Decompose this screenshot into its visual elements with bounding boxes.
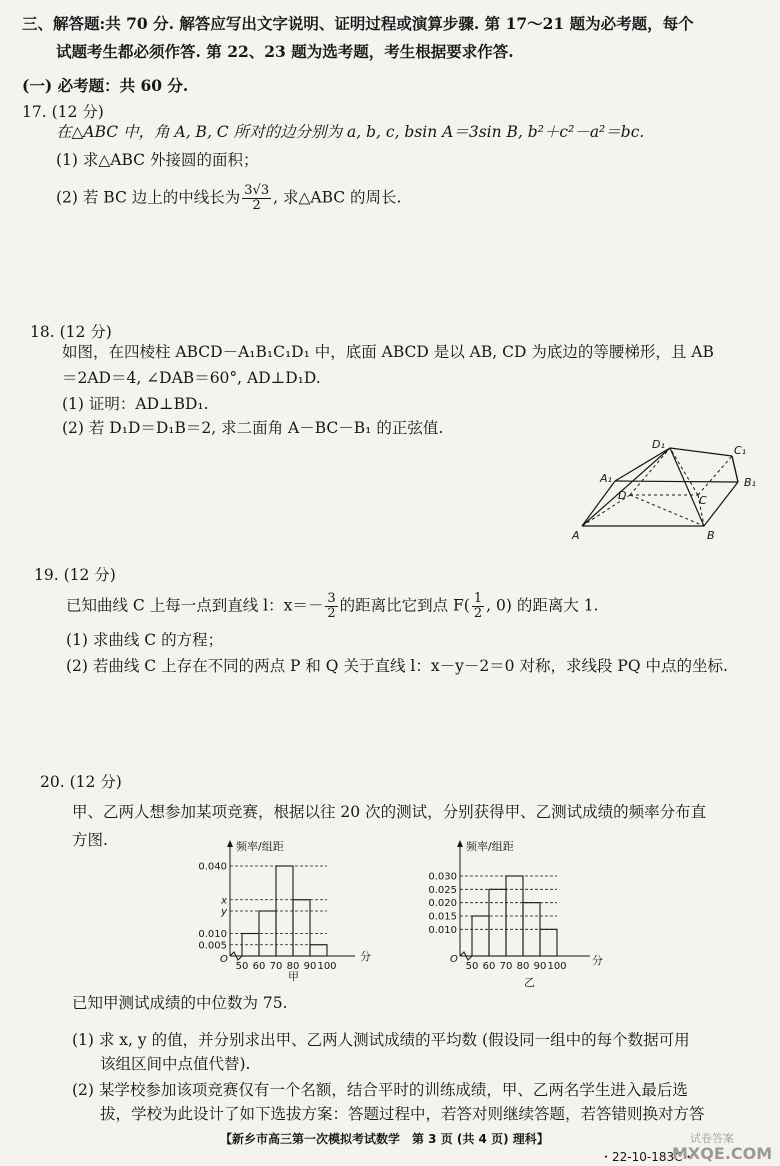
- chart-caption: 乙: [524, 976, 535, 988]
- label-B: B: [707, 529, 715, 542]
- label-C1: C₁: [734, 444, 747, 457]
- label-B1: B₁: [744, 476, 756, 489]
- watermark-subtext: 试卷答案: [690, 1132, 734, 1145]
- page-code: ・22-10-183C・: [600, 1150, 695, 1164]
- q19-fraction-1: [325, 592, 337, 621]
- x-tick-label: 70: [499, 961, 513, 972]
- y-tick-label: x: [221, 895, 227, 907]
- y-tick-label: y: [221, 906, 227, 918]
- origin-label: O: [220, 954, 228, 965]
- section-title-line1: 三、解答题:共 70 分. 解答应写出文字说明、证明过程或演算步骤. 第 17～21 题为必考题，每个: [22, 14, 694, 33]
- x-tick-label: 80: [286, 961, 300, 972]
- histogram-bar: [489, 889, 506, 956]
- y-axis-arrow: [457, 840, 463, 847]
- histogram-jia: [190, 838, 380, 983]
- histogram-yi: [420, 838, 610, 988]
- chart-caption: 甲: [288, 970, 299, 983]
- q19-fraction-2: [472, 592, 484, 621]
- q19-heading: 19. (12 分): [34, 566, 116, 584]
- x-tick-label: 60: [252, 961, 266, 972]
- y-axis-arrow: [227, 840, 233, 847]
- q19-fraction-1-num: 3: [327, 591, 336, 606]
- section-subtitle: (一) 必考题：共 60 分.: [22, 76, 189, 95]
- y-tick-label: 0.020: [428, 898, 457, 910]
- q17-stem: 在△ABC 中，角 A, B, C 所对的边分别为 a, b, c, bsin A＝3sin B, b²＋c²－a²＝bc.: [56, 123, 645, 141]
- histogram-bar: [540, 929, 557, 956]
- q19-part1: (1) 求曲线 C 的方程；: [66, 631, 224, 649]
- y-tick-label: 0.010: [428, 924, 457, 936]
- y-axis-label: 频率/组距: [466, 840, 514, 853]
- page-footer: 【新乡市高三第一次模拟考试数学 第 3 页 (共 4 页) 理科】: [220, 1132, 549, 1146]
- q17-fraction: [242, 184, 271, 213]
- y-axis-label: 频率/组距: [236, 840, 284, 853]
- label-C: C: [699, 494, 707, 507]
- watermark-logo: MXQE.COM: [672, 1144, 773, 1163]
- x-tick-label: 50: [235, 961, 249, 972]
- x-tick-label: 70: [269, 961, 283, 972]
- q20-stem-line1: 甲、乙两人想参加某项竞赛，根据以往 20 次的测试，分别获得甲、乙测试成绩的频率分布直: [72, 803, 707, 821]
- q19-part2: (2) 若曲线 C 上存在不同的两点 P 和 Q 关于直线 l：x－y－2＝0 对称，求线段 PQ 中点的坐标.: [66, 657, 728, 675]
- q18-stem-line2: ＝2AD＝4, ∠DAB＝60°, AD⊥D₁D.: [62, 369, 321, 387]
- label-A1: A₁: [600, 472, 612, 485]
- q19-stem: [66, 592, 599, 621]
- q20-part1-line2: 该组区间中点值代替).: [100, 1055, 251, 1073]
- q17-fraction-denominator: 2: [252, 198, 261, 213]
- q17-part2: [56, 184, 401, 213]
- q18-stem-line1: 如图，在四棱柱 ABCD－A₁B₁C₁D₁ 中，底面 ABCD 是以 AB, CD 为底边的等腰梯形，且 AB: [62, 343, 714, 361]
- label-D: D: [618, 489, 627, 502]
- x-tick-label: 90: [533, 961, 547, 972]
- q20-stem-line2: 方图.: [72, 831, 108, 849]
- label-A: A: [572, 529, 580, 542]
- y-tick-label: 0.005: [198, 940, 227, 952]
- q20-median-text: 已知甲测试成绩的中位数为 75.: [72, 994, 288, 1012]
- q20-part1-line1: (1) 求 x, y 的值，并分别求出甲、乙两人测试成绩的平均数 (假设同一组中的每个数据可用: [72, 1031, 690, 1049]
- q19-fraction-1-den: 2: [327, 606, 336, 621]
- q20-part2-line2: 拔，学校为此设计了如下选拔方案：答题过程中，若答对则继续答题，若答错则换对方答: [100, 1105, 705, 1123]
- histogram-bar: [310, 945, 327, 956]
- q19-stem-c: , 0) 的距离大 1.: [486, 596, 599, 615]
- q19-fraction-2-num: 1: [473, 591, 483, 606]
- x-tick-label: 100: [547, 961, 567, 972]
- x-tick-label: 50: [465, 961, 479, 972]
- q17-part2-text-b: , 求△ABC 的周长.: [273, 188, 402, 207]
- q20-part2-line1: (2) 某学校参加该项竞赛仅有一个名额，结合平时的训练成绩，甲、乙两名学生进入最后选: [72, 1081, 688, 1099]
- section-title-line2: 试题考生都必须作答. 第 22、23 题为选考题，考生根据要求作答.: [56, 42, 514, 61]
- x-tick-label: 80: [516, 961, 530, 972]
- x-tick-label: 100: [317, 961, 337, 972]
- x-axis-unit: 分: [592, 954, 603, 967]
- y-tick-label: 0.040: [198, 861, 227, 873]
- q18-part1: (1) 证明：AD⊥BD₁.: [62, 395, 209, 413]
- y-tick-label: 0.030: [428, 871, 457, 883]
- y-tick-label: 0.025: [428, 884, 457, 896]
- histogram-bar: [293, 900, 310, 956]
- y-tick-label: 0.010: [198, 929, 227, 940]
- q17-heading: 17. (12 分): [22, 103, 104, 121]
- q18-prism-figure: [560, 430, 765, 545]
- origin-label: O: [450, 954, 458, 965]
- q19-stem-a: 已知曲线 C 上每一点到直线 l：x＝－: [66, 596, 324, 615]
- q17-part2-text-a: (2) 若 BC 边上的中线长为: [56, 188, 241, 207]
- q17-fraction-numerator: 3√3: [244, 183, 270, 198]
- label-D1: D₁: [652, 438, 665, 451]
- q19-stem-b: 的距离比它到点 F(: [339, 596, 470, 615]
- q17-part1: (1) 求△ABC 外接圆的面积；: [56, 151, 259, 169]
- x-tick-label: 90: [303, 961, 317, 972]
- q20-heading: 20. (12 分): [40, 773, 122, 791]
- histogram-bar: [472, 916, 489, 956]
- q18-heading: 18. (12 分): [30, 323, 112, 341]
- x-axis-unit: 分: [360, 950, 371, 963]
- x-tick-label: 60: [482, 961, 496, 972]
- y-tick-label: 0.015: [428, 911, 457, 923]
- q18-part2: (2) 若 D₁D＝D₁B＝2, 求二面角 A－BC－B₁ 的正弦值.: [62, 419, 444, 437]
- q19-fraction-2-den: 2: [473, 606, 483, 621]
